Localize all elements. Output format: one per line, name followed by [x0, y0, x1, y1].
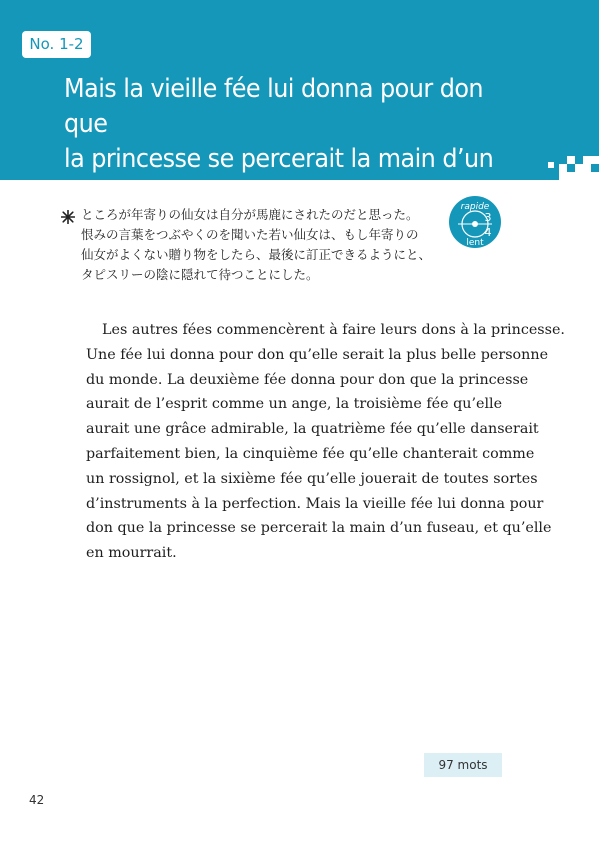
- translation-line: 恨みの言葉をつぶやくのを聞いた若い仙女は、もし年寄りの: [81, 227, 419, 242]
- decorative-pixel: [575, 156, 583, 164]
- passage-line: d’instruments à la perfection. Mais la vieille fée lui donna pour: [86, 495, 544, 512]
- lesson-number-tag: No. 1-2: [22, 31, 91, 58]
- translation-line: 仙女がよくない贈り物をしたら、最後に訂正できるようにと、: [81, 247, 432, 262]
- passage-line: en mourrait.: [86, 545, 177, 562]
- lent-track: 4: [484, 226, 492, 239]
- passage-line: Les autres fées commencèrent à faire leurs dons à la princesse.: [102, 322, 565, 338]
- passage-line: un rossignol, et la sixième fée qu’elle jouerait de toutes sortes: [86, 470, 538, 487]
- passage-line: parfaitement bien, la cinquième fée qu’elle chanterait comme: [86, 445, 535, 462]
- japanese-translation: [81, 205, 446, 285]
- title-line: Mais la vieille fée lui donna pour don que: [64, 74, 484, 139]
- decorative-pixel: [548, 162, 554, 168]
- word-count-badge: 97 mots: [424, 753, 502, 777]
- lent-label: lent: [466, 238, 484, 248]
- decorative-pixel: [559, 156, 567, 164]
- title-line: fuseau, et qu’elle en mourrait.: [64, 179, 411, 209]
- rapide-track: 3: [484, 211, 492, 224]
- header-strip: [559, 0, 599, 156]
- title-line: la princesse se percerait la main d’un: [64, 144, 494, 174]
- decorative-pixel: [591, 164, 599, 172]
- page-number: 42: [29, 793, 45, 807]
- translation-line: ところが年寄りの仙女は自分が馬鹿にされたのだと思った。: [81, 207, 419, 222]
- rapide-label: rapide: [460, 202, 490, 212]
- passage-line: Une fée lui donna pour don qu’elle serait la plus belle personne: [86, 346, 549, 363]
- audio-track-icon[interactable]: [448, 195, 502, 249]
- translation-line: タピスリーの陰に隠れて待つことにした。: [81, 267, 319, 282]
- passage-line: aurait une grâce admirable, la quatrième fée qu’elle danserait: [86, 421, 539, 438]
- passage-line: aurait de l’esprit comme un ange, la troisième fée qu’elle: [86, 396, 503, 413]
- french-passage: [86, 318, 565, 566]
- decorative-pixel: [567, 164, 575, 172]
- passage-line: du monde. La deuxième fée donna pour don que la princesse: [86, 371, 529, 388]
- passage-line: don que la princesse se percerait la main d’un fuseau, et qu’elle: [86, 520, 552, 537]
- page-title: [64, 72, 515, 212]
- star-icon: [61, 210, 75, 224]
